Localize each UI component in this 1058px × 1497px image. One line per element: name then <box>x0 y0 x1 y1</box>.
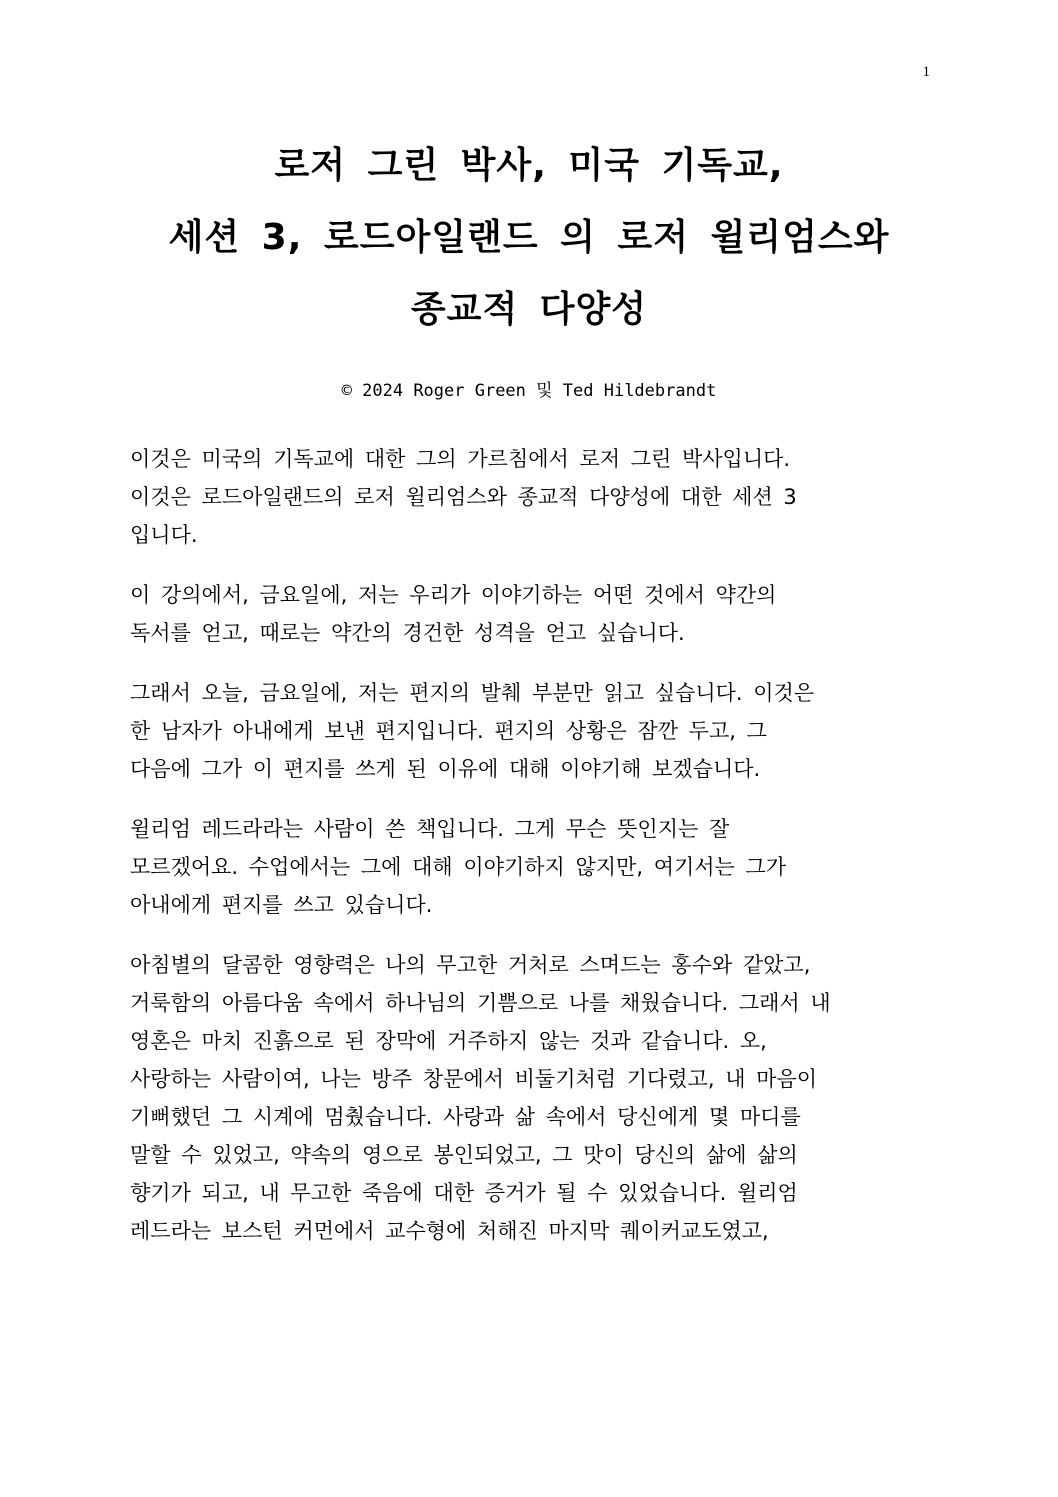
paragraph <box>130 576 950 652</box>
paragraph <box>130 674 950 788</box>
document-title <box>0 130 1058 346</box>
copyright-notice: © 2024 Roger Green 및 Ted Hildebrandt <box>341 381 717 401</box>
page-number: 1 <box>922 64 930 80</box>
text-line: 이 강의에서, 금요일에, 저는 우리가 이야기하는 어떤 것에서 약간의 <box>130 583 777 607</box>
title-line: 세션 3, 로드아일랜드 의 로저 윌리엄스와 <box>168 217 890 258</box>
text-line: 향기가 되고, 내 무고한 죽음에 대한 증거가 될 수 있었습니다. 윌리엄 <box>130 1181 798 1205</box>
document-body <box>130 440 950 1272</box>
text-line: 모르겠어요. 수업에서는 그에 대해 이야기하지 않지만, 여기서는 그가 <box>130 855 787 879</box>
paragraph <box>130 946 950 1250</box>
text-line: 한 남자가 아내에게 보낸 편지입니다. 편지의 상황은 잠깐 두고, 그 <box>130 719 767 743</box>
text-line: 사랑하는 사람이여, 나는 방주 창문에서 비둘기처럼 기다렸고, 내 마음이 <box>130 1067 818 1091</box>
title-line: 로저 그린 박사, 미국 기독교, <box>274 145 784 186</box>
text-line: 아내에게 편지를 쓰고 있습니다. <box>130 893 433 917</box>
text-line: 독서를 얻고, 때로는 약간의 경건한 성격을 얻고 싶습니다. <box>130 621 685 645</box>
text-line: 말할 수 있었고, 약속의 영으로 봉인되었고, 그 맛이 당신의 삶에 삶의 <box>130 1143 798 1167</box>
paragraph <box>130 440 950 554</box>
text-line: 윌리엄 레드라라는 사람이 쓴 책입니다. 그게 무슨 뜻인지는 잘 <box>130 817 730 841</box>
text-line: 아침별의 달콤한 영향력은 나의 무고한 거처로 스며드는 홍수와 같았고, <box>130 953 811 977</box>
text-line: 영혼은 마치 진흙으로 된 장막에 거주하지 않는 것과 같습니다. 오, <box>130 1029 767 1053</box>
text-line: 이것은 로드아일랜드의 로저 윌리엄스와 종교적 다양성에 대한 세션 3 <box>130 485 797 509</box>
text-line: 그래서 오늘, 금요일에, 저는 편지의 발췌 부분만 읽고 싶습니다. 이것은 <box>130 681 815 705</box>
text-line: 거룩함의 아름다움 속에서 하나님의 기쁨으로 나를 채웠습니다. 그래서 내 <box>130 991 831 1015</box>
text-line: 기뻐했던 그 시계에 멈췄습니다. 사랑과 삶 속에서 당신에게 몇 마디를 <box>130 1105 801 1129</box>
paragraph <box>130 810 950 924</box>
text-line: 레드라는 보스턴 커먼에서 교수형에 처해진 마지막 퀘이커교도였고, <box>130 1219 769 1243</box>
title-line: 종교적 다양성 <box>410 289 648 330</box>
text-line: 입니다. <box>130 523 198 547</box>
text-line: 다음에 그가 이 편지를 쓰게 된 이유에 대해 이야기해 보겠습니다. <box>130 757 761 781</box>
text-line: 이것은 미국의 기독교에 대한 그의 가르침에서 로저 그린 박사입니다. <box>130 447 791 471</box>
